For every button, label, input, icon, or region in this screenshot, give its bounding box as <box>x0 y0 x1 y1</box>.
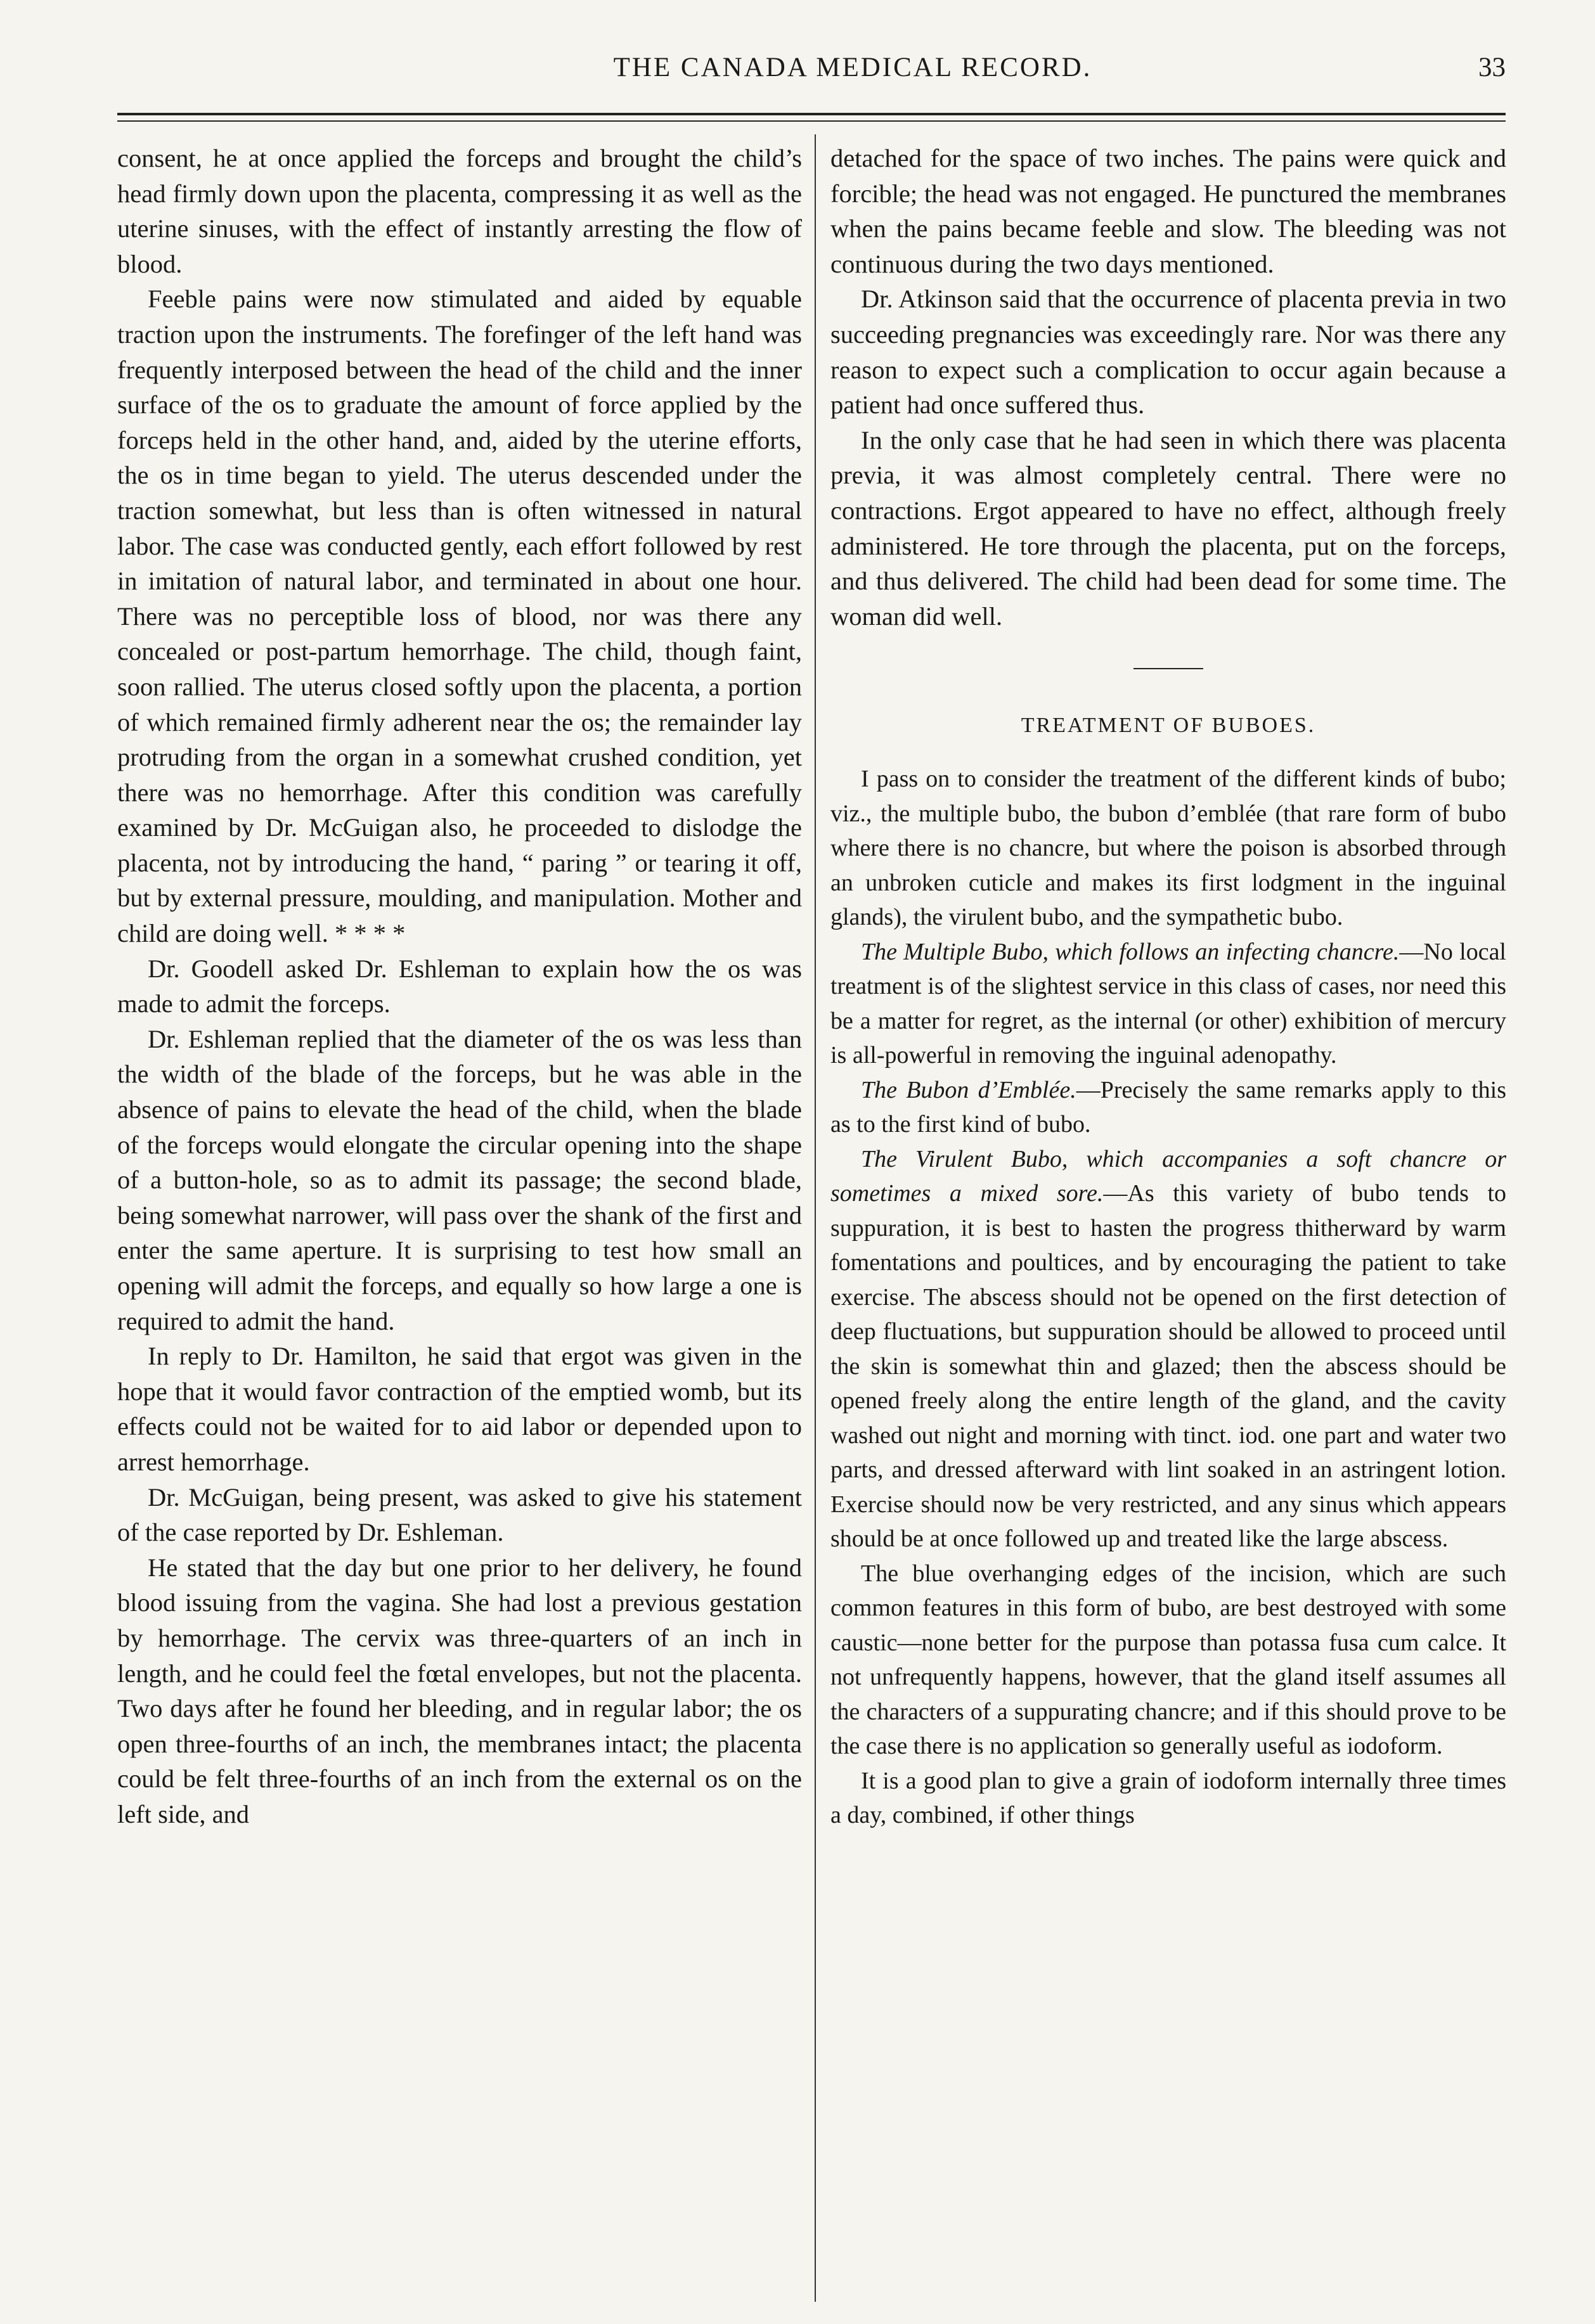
subsection-text: —Precisely the same remarks apply to this as to the first kind of bubo. <box>830 1076 1506 1138</box>
right-paragraph: detached for the space of two inches. The pains were quick and forcible; the head was not engaged. He punctured the membranes when the pains became feeble and slow. The bleeding was not continuous during the two days mentioned. <box>830 144 1506 278</box>
left-paragraph: He stated that the day but one prior to her delivery, he found blood issuing from the vagina. She had lost a previous gestation by hemorrhage. The cervix was three-quarters of an inch in length, and he could feel the fœtal envelopes, but not the placenta. Two days after he found her bleeding, and in regular labor; the os open three-fourths of an inch, the membranes intact; the placenta could be felt three-fourths of an inch from the external os on the left side, and <box>117 1553 802 1828</box>
left-paragraph: consent, he at once applied the forceps and brought the child’s head firmly down upon the placenta, compressing it as well as the uterine sinuses, with the effect of instantly arresting the flow of blood. <box>117 144 802 278</box>
left-paragraph: In reply to Dr. Hamilton, he said that ergot was given in the hope that it would favor contraction of the emptied womb, but its effects could not be waited for to aid labor or depended upon to arrest hemorrhage. <box>117 1342 802 1476</box>
section-intro: I pass on to consider the treatment of the different kinds of bubo; viz., the multiple bubo, the bubon d’emblée (that rare form of bubo where there is no chancre, but where the poison is absorbed through an unbroken cuticle and makes its first lodgment in the inguinal glands), the virulent bubo, and the sympathetic bubo. <box>830 766 1506 931</box>
buboes-section <box>830 762 1506 1833</box>
page-header <box>117 52 1506 96</box>
subsection-text: —No local treatment is of the slightest service in this class of cases, nor need this be a matter for regret, as the internal (or other) exhibition of mercury is all-powerful in removing the inguinal adenopathy. <box>830 938 1506 1069</box>
closing-paragraph: It is a good plan to give a grain of iodoform internally three times a day, combined, if other things <box>830 1767 1506 1829</box>
subsection-heading: The Virulent Bubo, which accompanies a soft chancre or sometimes a mixed sore. <box>830 1145 1506 1207</box>
right-paragraph: Dr. Atkinson said that the occurrence of placenta previa in two succeeding pregnancies was exceedingly rare. Nor was there any reason to expect such a complication to occur again because a patient had once suffered thus. <box>830 285 1506 420</box>
section-separator <box>1133 668 1203 669</box>
subsection-heading: The Bubon d’Emblée. <box>861 1076 1076 1103</box>
header-rule-thin <box>117 120 1506 122</box>
subsection <box>830 935 1506 1073</box>
left-paragraph: Dr. Eshleman replied that the diameter of the os was less than the width of the blade of the forceps, but he was able in the absence of pains to elevate the head of the child, when the blade of the forceps would elongate the circular opening into the shape of a button-hole, so as to admit its passage; the second blade, being somewhat narrower, will pass over the shank of the first and enter the same aperture. It is surprising to test how small an opening will admit the forceps, and equally so how large a one is required to admit the hand. <box>117 1024 802 1335</box>
left-paragraph: Dr. Goodell asked Dr. Eshleman to explain how the os was made to admit the forceps. <box>117 954 802 1018</box>
left-paragraph: Dr. McGuigan, being present, was asked to give his statement of the case reported by Dr. Eshleman. <box>117 1482 802 1547</box>
right-column <box>830 141 1506 2302</box>
page-number: 33 <box>1478 53 1506 82</box>
header-rule-thick <box>117 113 1506 115</box>
left-paragraph: Feeble pains were now stimulated and aided by equable traction upon the instruments. The forefinger of the left hand was frequently interposed between the head of the child and the inner surface of the os to graduate the amount of force applied by the forceps held in the other hand, and, aided by the uterine efforts, the os in time began to yield. The uterus descended under the traction somewhat, but less than is often witnessed in natural labor. The case was conducted gently, each effort followed by rest in imitation of natural labor, and terminated in about one hour. There was no perceptible loss of blood, nor was there any concealed or post-partum hemorrhage. The child, though faint, soon rallied. The uterus closed softly upon the placenta, a portion of which remained firmly adherent near the os; the remainder lay protruding from the organ in a somewhat crushed condition, yet there was no hemorrhage. After this condition was carefully examined by Dr. McGuigan also, he proceeded to dislodge the placenta, not by introducing the hand, “ paring ” or tearing it off, but by external pressure, moulding, and manipulation. Mother and child are doing well. * * * * <box>117 285 802 948</box>
subsection <box>830 1142 1506 1557</box>
subsection <box>830 1073 1506 1142</box>
subsection-heading: The Multiple Bubo, which follows an infecting chancre. <box>861 938 1400 965</box>
running-title: THE CANADA MEDICAL RECORD. <box>613 53 1092 82</box>
closing-paragraph: The blue overhanging edges of the incision, which are such common features in this form of bubo, are best destroyed with some caustic—none better for the purpose than potassa fusa cum calce. It not unfrequently happens, however, that the gland itself assumes all the characters of a suppurating chancre; and if this should prove to be the case there is no application so generally useful as iodoform. <box>830 1560 1506 1760</box>
left-column <box>117 141 802 2302</box>
right-paragraph: In the only case that he had seen in which there was placenta previa, it was almost completely central. There were no contractions. Ergot appeared to have no effect, although freely administered. He tore through the placenta, put on the forceps, and thus delivered. The child had been dead for some time. The woman did well. <box>830 425 1506 631</box>
subsection-text: —As this variety of bubo tends to suppuration, it is best to hasten the progress thitherward by warm fomentations and poultices, and by encouraging the patient to take exercise. The abscess should not be opened on the first detection of deep fluctuations, but suppuration should be allowed to proceed until the skin is somewhat thin and glazed; then the abscess should be opened freely along the entire length of the gland, and the cavity washed out night and morning with tinct. iod. one part and water two parts, and dressed afterward with lint soaked in an astringent lotion. Exercise should now be very restricted, and any sinus which appears should be at once followed up and treated like the large abscess. <box>830 1180 1506 1553</box>
column-divider <box>815 134 816 2302</box>
section-title: TREATMENT OF BUBOES. <box>1021 714 1316 738</box>
